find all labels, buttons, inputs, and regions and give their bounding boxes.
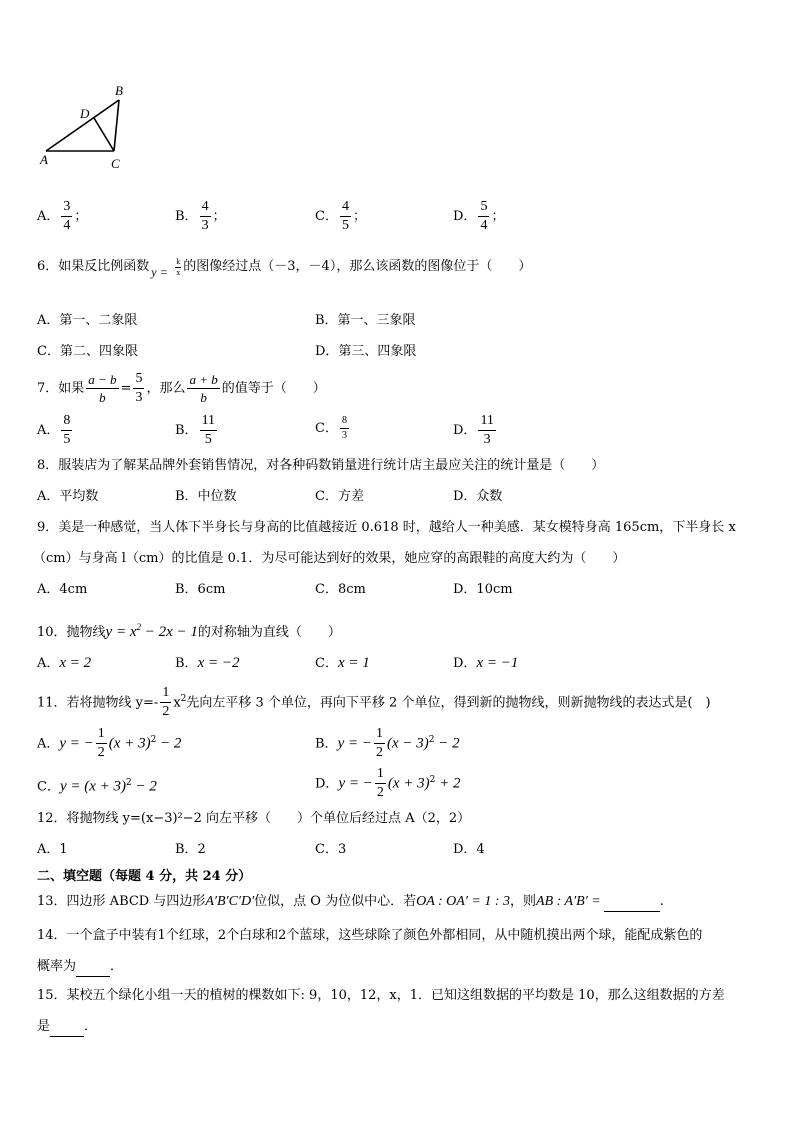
q5-c-sep: ； (352, 209, 366, 224)
q5-d-sep: ； (491, 209, 505, 224)
q7-frac3 (187, 373, 219, 404)
q5-a-den: 4 (63, 218, 71, 233)
q11-d-tail: + 2 (435, 775, 461, 792)
q7-b-den: 5 (200, 430, 217, 447)
q10-c-value: x = 1 (337, 655, 370, 671)
q7-d-prefix: D． (453, 423, 477, 438)
q7-a-den: 5 (63, 432, 71, 447)
q13-m1: A′B′C′D′ (205, 894, 255, 909)
q11-d-num: 1 (376, 766, 384, 782)
q14-line2 (37, 957, 123, 977)
q6-option-a: A．第一、二象限 (37, 313, 138, 328)
q6-option-c: C．第二、四象限 (37, 344, 138, 359)
q11-den: 2 (162, 704, 170, 720)
q7-f3-den: b (187, 388, 219, 404)
q14-line1: 14．一个盒子中装有1个红球，2个白球和2个蓝球，这些球除了颜色外都相同，从中随机摸出两个球，能配成紫色的 (37, 928, 703, 943)
q11-b-expr: (x − 3) (386, 735, 429, 752)
q7-d-fraction (478, 414, 495, 447)
q11-x: x (173, 695, 181, 711)
q5-option-a (37, 200, 87, 233)
q15-answer-blank[interactable] (50, 1022, 84, 1037)
q10-b-prefix: B． (175, 656, 198, 671)
q11-pre: 11．若将抛物线 y=- (37, 695, 159, 711)
q7-eq: = (120, 381, 132, 396)
q10-d-value: x = −1 (476, 655, 519, 671)
q5-a-sep: ； (74, 209, 88, 224)
q6-pre: 6．如果反比例函数 (37, 259, 150, 274)
label-c: C (111, 156, 120, 171)
q10-option-c (315, 653, 370, 674)
q6-function (149, 250, 183, 279)
q5-b-den: 3 (201, 218, 209, 233)
q6-func-frac (175, 258, 181, 277)
q7-f2-den: 3 (135, 390, 143, 405)
q6-post: 的图像经过点（－3，－4），那么该函数的图像位于（ ） (183, 259, 532, 274)
q5-c-den: 5 (341, 218, 349, 233)
q11-b-prefix: B． (315, 736, 338, 752)
q5-b-num: 4 (201, 199, 209, 214)
q11-d-expr: (x + 3) (387, 775, 430, 792)
q5-option-b (175, 200, 226, 233)
q14-line2-post: ． (110, 959, 124, 974)
q7-c-den: 3 (341, 430, 347, 441)
q12-option-c: C．3 (315, 842, 347, 857)
q5-c-prefix: C． (315, 209, 338, 224)
q5-b-fraction (200, 200, 211, 233)
q5-d-fraction (478, 200, 489, 233)
q11-a-prefix: A． (37, 736, 60, 752)
q10-c-prefix: C． (315, 656, 338, 671)
q12-option-b: B．2 (175, 842, 206, 857)
q8-stem: 8．服装店为了解某品牌外套销售情况，对各种码数销量进行统计店主最应关注的统计量是（ ） (37, 458, 605, 473)
label-d: D (80, 106, 90, 121)
q6-func-num: k (176, 257, 181, 266)
q13-post: . (659, 894, 664, 909)
q5-a-num: 3 (63, 199, 71, 214)
q11-d-pre: y = − (338, 775, 373, 792)
q13-stem (37, 892, 664, 912)
q9-option-b: B．6cm (175, 582, 226, 597)
q11-a-pre: y = − (59, 735, 94, 752)
q11-c-prefix: C． (37, 779, 60, 795)
q11-b-tail: − 2 (434, 735, 460, 752)
q8-option-d: D．众数 (453, 489, 503, 504)
q7-d-den: 3 (478, 430, 495, 447)
q11-option-c (37, 767, 157, 803)
q11-post: 先向左平移 3 个单位，再向下平移 2 个单位，得到新的抛物线，则新抛物线的表达式是( ) (186, 695, 711, 711)
q14-answer-blank[interactable] (76, 962, 110, 977)
q11-a-tail: − 2 (156, 735, 182, 752)
q11-option-b (315, 724, 460, 760)
q7-mid: ，那么 (146, 381, 186, 396)
q5-b-sep: ； (212, 209, 226, 224)
q11-b-pre: y = − (337, 735, 372, 752)
q9-option-a: A．4cm (37, 582, 88, 597)
q13-m3: AB : A′B′ = (536, 894, 601, 909)
q7-option-b (175, 414, 219, 447)
q9-line1: 9．美是一种感觉，当人体下半身长与身高的比值越接近 0.618 时，越给人一种美感．某女模特身高 165cm，下半身长 x (37, 520, 736, 535)
q5-d-prefix: D． (453, 209, 477, 224)
q11-d-prefix: D． (315, 776, 339, 792)
q7-a-fraction (61, 414, 72, 447)
q7-pre: 7．如果 (37, 381, 85, 396)
q7-f2-num: 5 (135, 371, 143, 386)
q12-stem: 12．将抛物线 y=(x−3)²−2 向左平移（ ）个单位后经过点 A（2，2） (37, 811, 471, 826)
q7-frac2 (133, 372, 144, 405)
q10-sup: 2 (136, 622, 141, 632)
q15-line1: 15．某校五个绿化小组一天的植树的棵数如下: 9，10，12，x，1．已知这组数据的平均数是 10，那么这组数据的方差 (37, 988, 725, 1003)
q7-b-prefix: B． (175, 423, 198, 438)
label-b: B (115, 83, 123, 98)
q11-c-tail: − 2 (131, 778, 157, 795)
q7-a-num: 8 (63, 413, 71, 428)
q9-option-d: D．10cm (453, 582, 513, 597)
q10-pre: 10．抛物线 (37, 625, 106, 640)
q10-b-value: x = −2 (197, 655, 240, 671)
q5-d-den: 4 (480, 218, 488, 233)
altitude-cd (94, 118, 114, 151)
q5-option-c (315, 200, 366, 233)
q8-option-b: B．中位数 (175, 489, 237, 504)
q10-option-d (453, 653, 518, 674)
q11-b-sup: 2 (428, 735, 435, 745)
q7-b-num: 11 (201, 413, 216, 428)
q7-c-fraction (340, 416, 349, 441)
q7-a-prefix: A． (37, 423, 60, 438)
label-a: A (40, 152, 48, 167)
q5-b-prefix: B． (175, 209, 198, 224)
q11-option-a (37, 724, 181, 760)
q11-d-fraction (375, 767, 386, 800)
q5-a-fraction (61, 200, 72, 233)
q10-a-value: x = 2 (59, 655, 92, 671)
q15-line2-pre: 是 (37, 1019, 51, 1034)
q13-m2: OA : OA′ = 1 : 3 (416, 894, 511, 909)
q13-mid1: 位似，点 O 为位似中心．若 (254, 894, 417, 909)
q6-func-den: x (176, 268, 181, 277)
q11-option-d (315, 764, 460, 800)
q5-c-fraction (340, 200, 351, 233)
q11-a-fraction (96, 727, 107, 760)
q10-option-b (175, 653, 239, 674)
q6-func-y: y = (151, 265, 168, 279)
q10-post: 的对称轴为直线（ ） (197, 625, 341, 640)
q7-f1-num: a − b (88, 372, 117, 387)
q9-option-c: C．8cm (315, 582, 366, 597)
q15-line2-post: ． (84, 1019, 98, 1034)
q11-b-num: 1 (375, 726, 383, 742)
q11-c-sup: 2 (126, 778, 132, 788)
q13-pre: 13．四边形 ABCD 与四边形 (37, 894, 206, 909)
q5-d-num: 5 (480, 199, 488, 214)
q6-option-b: B．第一、三象限 (315, 313, 416, 328)
q11-stem (37, 683, 711, 719)
q5-option-d (453, 200, 504, 233)
q13-mid2: ，则 (510, 894, 537, 909)
q7-option-a (37, 414, 74, 447)
q10-d-prefix: D． (453, 656, 477, 671)
q10-option-a (37, 653, 91, 674)
q15-line2 (37, 1017, 97, 1037)
q11-b-fraction (374, 727, 385, 760)
q11-c-expr: y = (x + 3) (59, 778, 127, 795)
q14-line2-pre: 概率为 (37, 959, 77, 974)
q7-option-c (315, 414, 351, 444)
q6-option-d: D．第三、四象限 (315, 344, 417, 359)
q11-b-den: 2 (375, 745, 383, 761)
q11-a-expr: (x + 3) (108, 735, 151, 752)
q12-option-a: A．1 (37, 842, 68, 857)
q7-b-fraction (200, 414, 217, 447)
q11-a-num: 1 (97, 726, 105, 742)
q7-post: 的值等于（ ） (221, 381, 326, 396)
q11-d-den: 2 (376, 785, 384, 801)
q7-c-prefix: C． (315, 421, 338, 436)
q11-fraction (160, 686, 171, 719)
q11-d-sup: 2 (429, 775, 436, 785)
q10-expr1: y = x (105, 624, 137, 640)
q11-num: 1 (162, 685, 170, 701)
edge-bc (114, 100, 119, 151)
q8-option-c: C．方差 (315, 489, 364, 504)
q9-line2: （cm）与身高 l（cm）的比值是 0.1．为尽可能达到好的效果，她应穿的高跟鞋的高度大约为（ ） (33, 551, 626, 566)
q8-option-a: A．平均数 (37, 489, 99, 504)
q7-frac1 (86, 373, 118, 404)
q12-option-d: D．4 (453, 842, 485, 857)
q7-option-d (453, 414, 498, 447)
q10-stem (37, 617, 341, 643)
q11-a-den: 2 (97, 745, 105, 761)
q10-expr2: − 2x − 1 (140, 624, 198, 640)
q5-a-prefix: A． (37, 209, 60, 224)
q10-a-prefix: A． (37, 656, 60, 671)
q5-c-num: 4 (341, 199, 349, 214)
q7-d-num: 11 (480, 413, 494, 428)
q11-sup: 2 (180, 694, 187, 704)
triangle-figure (30, 80, 140, 175)
q11-a-sup: 2 (150, 735, 157, 745)
q10-expr (106, 624, 198, 640)
q7-f1-den: b (86, 388, 118, 404)
q13-answer-blank[interactable] (604, 897, 660, 912)
q7-stem (37, 372, 326, 405)
q7-c-num: 8 (341, 415, 347, 426)
q6-stem (37, 250, 531, 277)
q7-f3-num: a + b (189, 372, 218, 387)
section-fill-in-title: 二、填空题（每题 4 分，共 24 分） (37, 869, 252, 884)
